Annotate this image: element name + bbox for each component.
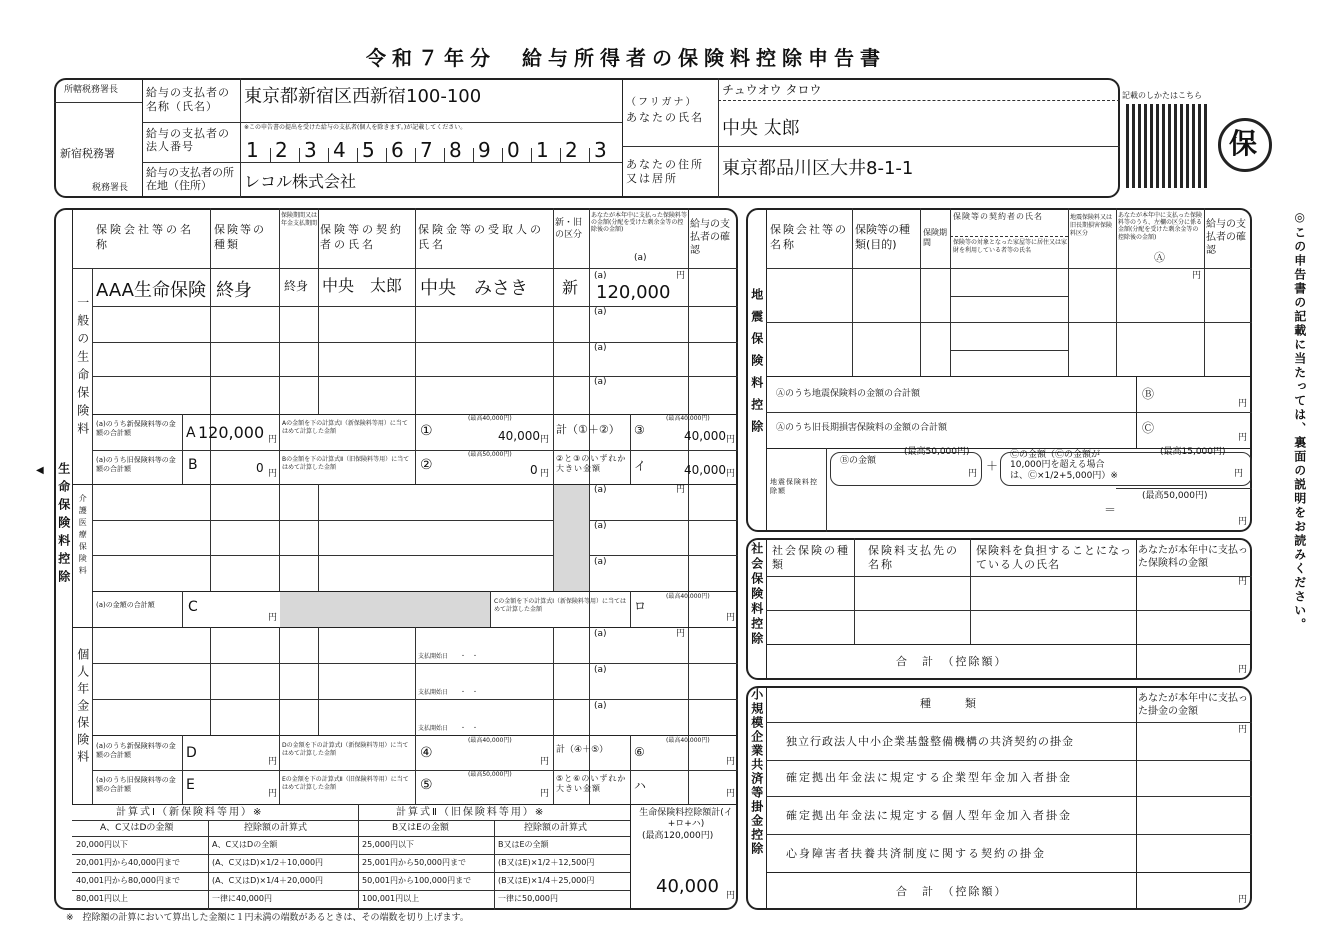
row-kubun[interactable]: 新 — [562, 278, 579, 297]
formula-b-label: Bの金額を下の計算式Ⅱ（旧保険料等用）に当てはめて計算した金額 — [282, 456, 410, 471]
life-head-type: 保険等の種類 — [214, 223, 266, 252]
digit: 3 — [304, 138, 317, 162]
pension-label: 個人年金保険料 — [75, 648, 90, 767]
digit: 2 — [565, 138, 578, 162]
life-head-period: 保険期間又は年金支払期間 — [281, 212, 318, 227]
row-amount[interactable]: 120,000 — [596, 282, 671, 303]
deduction-total-value[interactable]: 40,000 — [656, 876, 719, 897]
c3-value[interactable]: 40,000 — [684, 429, 726, 443]
sum-b-value[interactable]: 0 — [256, 461, 264, 475]
furigana-label: （フリガナ） — [626, 97, 698, 108]
row-company[interactable]: AAA生命保険 — [96, 280, 206, 301]
digit: 0 — [507, 138, 520, 162]
page-title: 令和７年分 給与所得者の保険料控除申告書 — [366, 46, 886, 70]
digit: 6 — [391, 138, 404, 162]
formula-a-label: Aの金額を下の計算式Ⅰ（新保険料等用）に当てはめて計算した金額 — [282, 420, 408, 435]
digit: 2 — [275, 138, 288, 162]
payer-number-label: 給与の支払者の法人番号 — [146, 127, 230, 154]
row-type[interactable]: 終身 — [216, 280, 252, 301]
payer-address-label: 給与の支払者の所在地（住所） — [146, 166, 234, 193]
life-head-newold: 新・旧の区分 — [555, 218, 583, 240]
your-name-value[interactable]: 中央 太郎 — [722, 118, 800, 139]
care-sum-label: (a)の金額の合計額 — [96, 601, 155, 609]
small-section-label: 小規模企業共済等掛金控除 — [749, 688, 764, 856]
life-head-contractor: 保険等の契約者の氏名 — [320, 223, 404, 252]
qr-caption: 記載のしかたはこちら — [1122, 91, 1202, 100]
arrow-left-icon: ◀ — [36, 465, 44, 476]
earthquake-section-label: 地震保険料控除 — [749, 288, 764, 442]
digit: 1 — [536, 138, 549, 162]
qr-code-icon[interactable] — [1126, 104, 1210, 188]
digit: 1 — [246, 138, 259, 162]
digit: 9 — [478, 138, 491, 162]
your-address-value[interactable]: 東京都品川区大井8-1-1 — [722, 158, 914, 179]
your-address-label: あなたの住所又は居所 — [626, 158, 704, 186]
c1-value[interactable]: 40,000 — [498, 429, 540, 443]
care-label: 介護医療保険料 — [78, 494, 88, 578]
tax-office-head-label: 所轄税務署長 — [64, 85, 119, 95]
row-contractor[interactable]: 中央 太郎 — [322, 276, 403, 295]
digit: 7 — [420, 138, 433, 162]
c2-value[interactable]: 0 — [530, 463, 538, 477]
ci-value[interactable]: 40,000 — [684, 463, 726, 477]
life-head-amount: あなたが本年中に支払った保険料等の金額(分配を受けた剰余金等の控除後の金額) — [591, 212, 688, 234]
general-life-label: 一般の生命保険料 — [75, 296, 90, 440]
sum-old-label: (a)のうち旧保険料等の金額の合計額 — [96, 456, 176, 474]
digit: 8 — [449, 138, 462, 162]
tax-office-suffix: 税務署長 — [92, 183, 129, 193]
life-section-label: 生命保険料控除 — [56, 462, 71, 588]
social-section-label: 社会保険料控除 — [749, 542, 764, 647]
life-head-amount-a: (a) — [634, 253, 647, 263]
digit: 5 — [362, 138, 375, 162]
footnote: ※ 控除額の計算において算出した金額に１円未満の端数があるときは、その端数を切り上げます。 — [66, 913, 469, 923]
row-recipient[interactable]: 中央 みさき — [420, 278, 528, 299]
furigana-value[interactable]: チュウオウ タロウ — [722, 83, 822, 97]
stamp-icon: 保 — [1218, 118, 1272, 172]
life-head-recipient: 保険金等の受取人の氏名 — [418, 223, 544, 252]
digit: 4 — [333, 138, 346, 162]
tax-office-name[interactable]: 新宿税務署 — [60, 147, 115, 160]
row-period[interactable]: 終身 — [284, 279, 309, 293]
digit: 3 — [594, 138, 607, 162]
life-head-confirm: 給与の支払者の確認 — [690, 219, 730, 256]
small-enterprise-box — [746, 686, 1252, 910]
life-head-company: 保険会社等の名称 — [96, 223, 194, 252]
payer-name-value[interactable]: 東京都新宿区西新宿100-100 — [244, 86, 482, 107]
deduction-total-label: 生命保険料控除額計(イ+ロ+ハ) — [639, 808, 733, 829]
payer-address-value[interactable]: レコル株式会社 — [244, 172, 357, 191]
sum-new-label: (a)のうち新保険料等の金額の合計額 — [96, 420, 176, 438]
payer-number-note: ※この申告書の提出を受けた給与の支払者(個人を除きます。)が記載してください。 — [244, 124, 467, 131]
payer-number-field[interactable] — [244, 138, 618, 162]
your-name-label: あなたの氏名 — [626, 111, 704, 124]
payer-name-label: 給与の支払者の名称（氏名） — [146, 86, 230, 113]
sum-a-value[interactable]: 120,000 — [198, 423, 265, 442]
side-note: ◎この申告書の記載に当たっては、裏面の説明をお読みください。 — [1292, 210, 1307, 632]
